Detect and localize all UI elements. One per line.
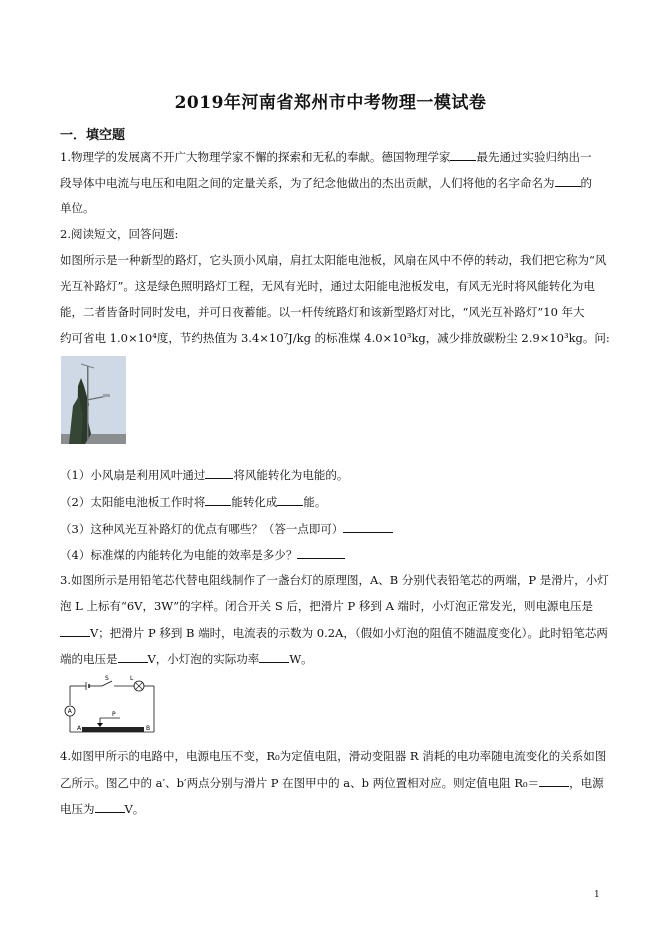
lamp-label: L [130, 675, 134, 682]
q4-blank-1[interactable] [539, 774, 569, 787]
q1-text-c: 段导体中电流与电压和电阻之间的定量关系，为了纪念他做出的杰出贡献，人们将他的名字命名为 [60, 176, 555, 190]
q1-text-a: 1.物理学的发展离不开广大物理学家不懈的探索和无私的奉献。德国物理学家 [60, 150, 451, 164]
pencil-lead [82, 727, 144, 732]
q3-line-1: 3.如图所示是用铅笔芯代替电阻线制作了一盏台灯的原理图，A、B 分别代表铅笔芯的两端，P 是滑片，小灯 [60, 573, 609, 587]
q2-line-3: 光互补路灯”。这是绿色照明路灯工程，无风有光时，通过太阳能电池板发电，有风无光时将风能转化为电 [60, 279, 595, 293]
q4-text-3b: V。 [124, 802, 145, 816]
q2-blank-4[interactable] [343, 520, 393, 533]
q2-sub-4 [60, 546, 345, 563]
end-b-label: B [146, 725, 151, 732]
q2-line-2: 如图所示是一种新型的路灯，它头顶小风扇，肩扛太阳能电池板，风扇在风中不停的转动，我们把它称为“风 [60, 253, 607, 267]
page-number: 1 [594, 890, 600, 900]
q4-line-1: 4.如图甲所示的电路中，电源电压不变，R₀为定值电阻，滑动变阻器 R 消耗的电功率随电流变化的关系如图 [60, 749, 607, 763]
q3-text-3: V；把滑片 P 移到 B 端时，电流表的示数为 0.2A，（假如小灯泡的阻值不随温度变化）。此时铅笔芯两 [90, 626, 608, 640]
q4-line-2 [60, 774, 604, 791]
q2-sub-2-text-b: 能转化成 [231, 495, 278, 509]
q4-text-2a: 乙所示。图乙中的 a′、b′两点分别与滑片 P 在图甲中的 a、b 两位置相对应。则定值电阻 R₀＝ [60, 776, 540, 790]
q1-text-d: 的 [580, 176, 592, 190]
street-lamp-photo [61, 356, 126, 444]
q3-line-2: 泡 L 上标有“6V，3W”的字样。闭合开关 S 后，把滑片 P 移到 A 端时，小灯泡正常发光，则电源电压是 [60, 599, 594, 613]
q3-blank-2[interactable] [118, 650, 148, 663]
circuit-diagram [60, 672, 160, 738]
q2-sub-2 [60, 493, 326, 510]
q2-line-5: 约可省电 1.0×10⁴度，节约热值为 3.4×10⁷J/kg 的标准煤 4.0×10³kg，减少排放碳粉尘 2.9×10³kg。问: [60, 331, 610, 345]
slider-label: P [112, 711, 116, 718]
q3-text-4a: 端的电压是 [60, 652, 118, 666]
q2-sub-1-text-b: 将风能转化为电能的。 [233, 468, 349, 482]
q2-blank-5[interactable] [297, 546, 345, 559]
q2-sub-4-text: （4）标准煤的内能转化为电能的效率是多少？ [60, 548, 298, 562]
q2-line-4: 能，二者皆备时同时发电，并可日夜蓄能。以一杆传统路灯和该新型路灯对比，“风光互补路灯”10 年大 [60, 305, 585, 319]
q2-sub-1-text-a: （1）小风扇是利用风叶通过 [60, 468, 206, 482]
q2-sub-2-text-a: （2）太阳能电池板工作时将 [60, 495, 206, 509]
q2-blank-1[interactable] [205, 466, 233, 479]
q1-blank-1[interactable] [450, 148, 476, 161]
q3-text-4c: W。 [289, 652, 313, 666]
document-title: 2019年河南省郑州市中考物理一模试卷 [174, 93, 487, 113]
q2-sub-3 [60, 520, 393, 537]
ammeter-label: A [67, 708, 72, 715]
q4-text-2b: ，电源 [569, 776, 604, 790]
q2-line-1: 2.阅读短文，回答问题: [60, 227, 179, 241]
q2-blank-2[interactable] [205, 493, 231, 506]
q3-blank-3[interactable] [259, 650, 289, 663]
q1-line-3: 单位。 [60, 201, 95, 215]
q2-sub-2-text-c: 能。 [303, 495, 327, 509]
switch-label: S [105, 675, 109, 682]
q2-sub-3-text: （3）这种风光互补路灯的优点有哪些？（答一点即可） [60, 522, 344, 536]
q4-text-3a: 电压为 [60, 802, 95, 816]
end-a-label: A [77, 725, 82, 732]
q3-line-3 [60, 624, 608, 641]
q1-line-1 [60, 148, 591, 165]
q3-text-4b: V，小灯泡的实际功率 [147, 652, 260, 666]
section-heading: 一．填空题 [60, 128, 126, 143]
q2-blank-3[interactable] [277, 493, 303, 506]
q3-line-4 [60, 650, 313, 667]
q2-sub-1 [60, 466, 348, 483]
q3-blank-1[interactable] [60, 624, 90, 637]
q1-blank-2[interactable] [555, 174, 581, 187]
q1-text-b: 最先通过实验归纳出一 [476, 150, 592, 164]
q4-blank-2[interactable] [95, 800, 125, 813]
q4-line-3 [60, 800, 144, 817]
q1-line-2 [60, 174, 592, 191]
